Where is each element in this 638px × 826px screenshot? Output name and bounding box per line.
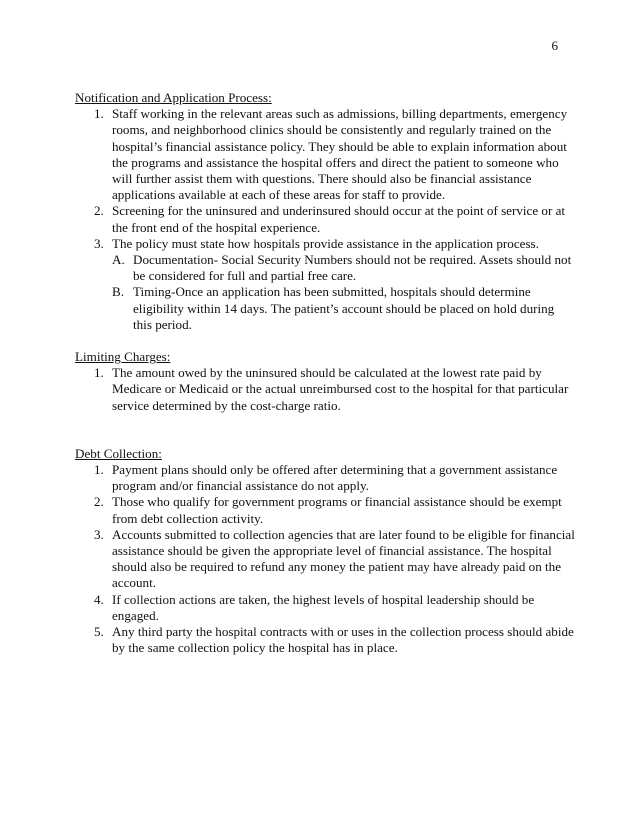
list-number: 1. xyxy=(94,365,104,381)
sublist-item-text: Documentation- Social Security Numbers should not be required. Assets should not be considered for full and partial free care. xyxy=(133,252,572,284)
sublist-letter: A. xyxy=(112,252,125,268)
list-number: 3. xyxy=(94,235,104,251)
sublist-item-text: Timing-Once an application has been submitted, hospitals should determine eligibility within 14 days. The patient’s account should be placed on hold during this period. xyxy=(133,284,555,332)
list-item xyxy=(75,203,575,235)
page-number: 6 xyxy=(551,38,558,53)
list-item-text: Payment plans should only be offered after determining that a government assistance program and/or financial assistance do not apply. xyxy=(112,462,558,494)
lettered-sublist xyxy=(75,252,575,333)
list-number: 4. xyxy=(94,591,104,607)
numbered-list xyxy=(75,462,575,656)
list-item-text: Accounts submitted to collection agencies that are later found to be eligible for financial assistance should be given the appropriate level of financial assistance. The hospital should also be required to refund any money the patient may have already paid on the account. xyxy=(112,526,575,591)
document-body xyxy=(75,90,575,673)
section-limiting-charges xyxy=(75,349,575,414)
list-item-text: The policy must state how hospitals provide assistance in the application process. xyxy=(112,235,539,251)
list-item xyxy=(75,462,575,494)
list-item xyxy=(75,494,575,526)
list-number: 2. xyxy=(94,203,104,219)
list-number: 2. xyxy=(94,494,104,510)
list-item xyxy=(75,106,575,203)
list-item xyxy=(75,527,575,592)
sublist-item xyxy=(75,252,575,284)
section-heading: Debt Collection: xyxy=(75,445,162,461)
sublist-item xyxy=(75,284,575,333)
list-item-text: If collection actions are taken, the highest levels of hospital leadership should be engaged. xyxy=(112,591,535,623)
list-item xyxy=(75,365,575,414)
list-number: 1. xyxy=(94,462,104,478)
list-item-text: Those who qualify for government programs or financial assistance should be exempt from debt collection activity. xyxy=(112,494,562,526)
list-item xyxy=(75,592,575,624)
numbered-list xyxy=(75,106,575,252)
list-item xyxy=(75,236,575,252)
list-item-text: Screening for the uninsured and underinsured should occur at the point of service or at the front end of the hospital experience. xyxy=(112,203,566,235)
section-heading: Limiting Charges: xyxy=(75,349,171,365)
list-item-text: Staff working in the relevant areas such as admissions, billing departments, emergency rooms, and neighborhood clinics should be consistently and regularly trained on the hospital’s financial assistance policy. They should be able to explain information about the programs and assistance the hospital offers and direct the patient to someone who will further assist them with questions. There should also be financial assistance applications available at each of these areas for staff to provide. xyxy=(112,106,568,203)
list-number: 1. xyxy=(94,106,104,122)
section-notification-application xyxy=(75,90,575,333)
list-item-text: The amount owed by the uninsured should be calculated at the lowest rate paid by Medicare or Medicaid or the actual unreimbursed cost to the hospital for that particular service determined by the cost-charge ratio. xyxy=(112,365,569,413)
list-item-text: Any third party the hospital contracts with or uses in the collection process should abide by the same collection policy the hospital has in place. xyxy=(112,624,574,656)
list-number: 5. xyxy=(94,624,104,640)
section-heading: Notification and Application Process: xyxy=(75,90,272,105)
list-number: 3. xyxy=(94,526,104,542)
section-debt-collection xyxy=(75,446,575,657)
list-item xyxy=(75,624,575,656)
sublist-letter: B. xyxy=(112,284,125,300)
numbered-list xyxy=(75,365,575,414)
